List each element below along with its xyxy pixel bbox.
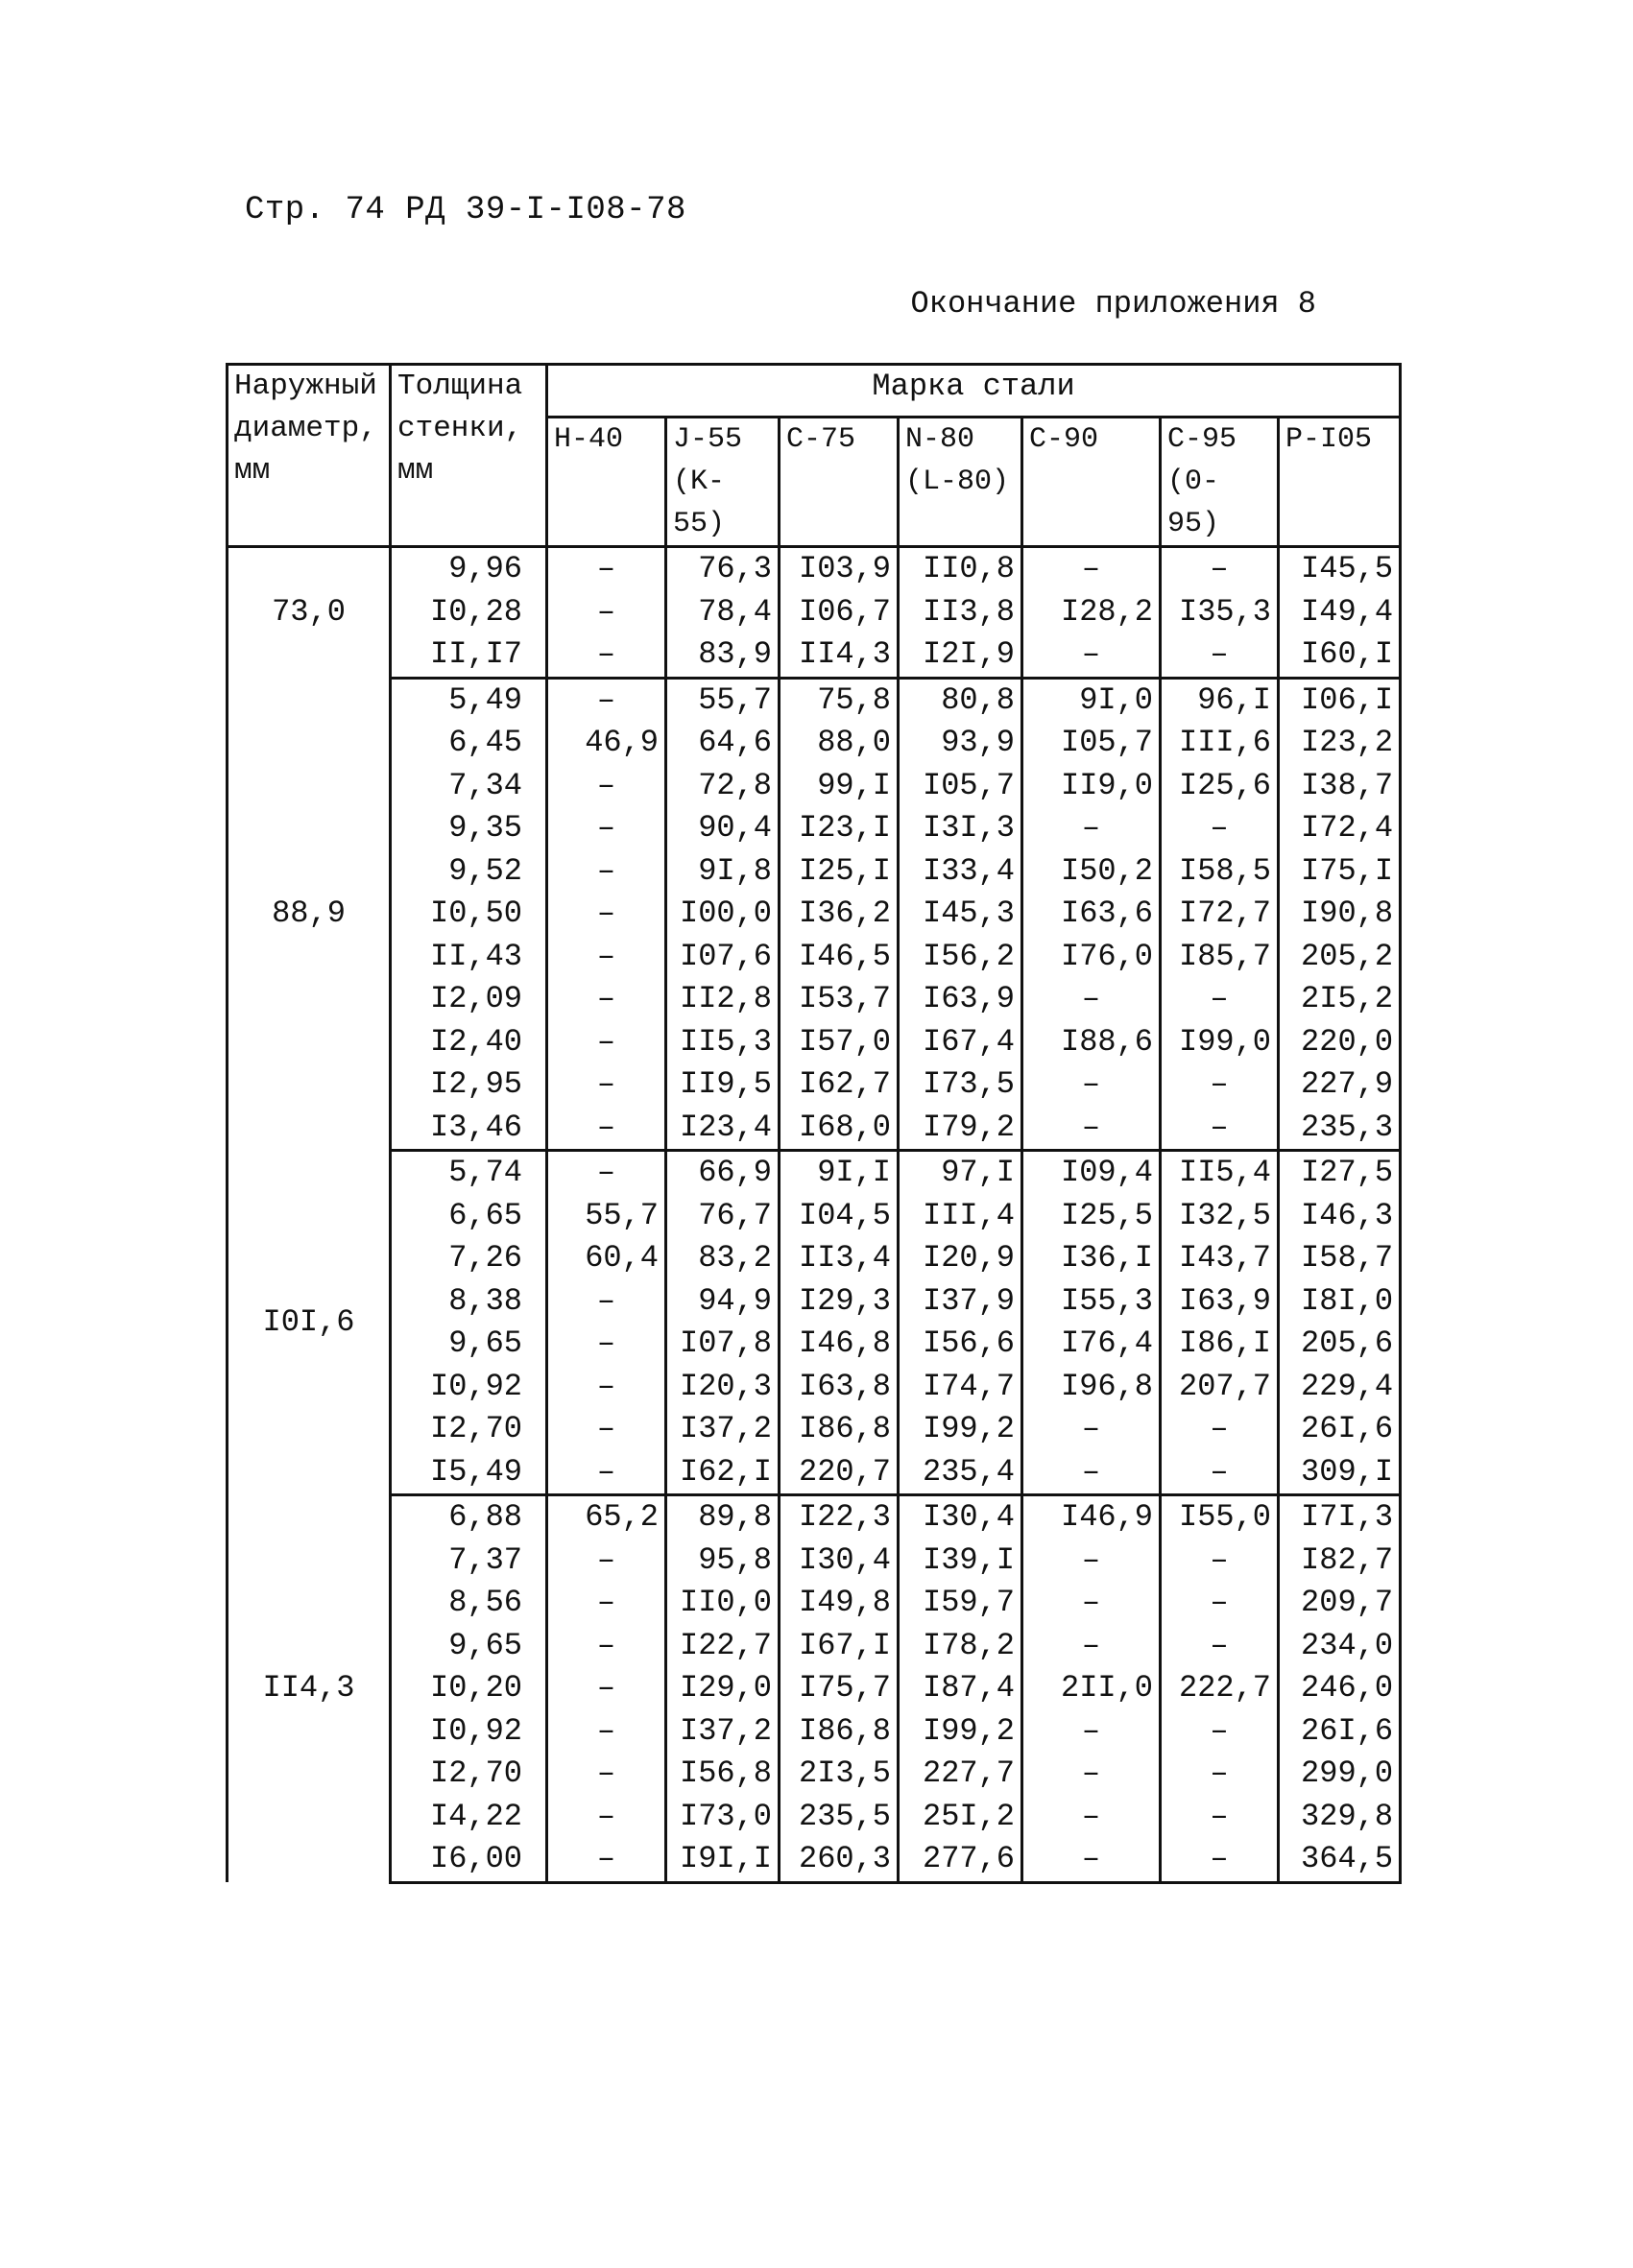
value-cell: I87,4 xyxy=(899,1667,1022,1710)
value-cell: – xyxy=(1022,1753,1161,1796)
value-cell: – xyxy=(1022,1710,1161,1754)
value-cell: – xyxy=(547,893,666,936)
value-cell: III,6 xyxy=(1161,722,1279,765)
value-cell: – xyxy=(547,1625,666,1668)
table-row xyxy=(228,1451,1401,1495)
value-cell: I45,5 xyxy=(1279,547,1401,591)
value-cell: – xyxy=(547,1796,666,1839)
value-cell: – xyxy=(1022,1582,1161,1625)
table-row xyxy=(228,807,1401,850)
header-grade: C-75 xyxy=(780,418,899,547)
value-cell: 309,I xyxy=(1279,1451,1401,1495)
value-cell: I63,9 xyxy=(1161,1280,1279,1324)
wall-thickness-cell: I0,28 xyxy=(391,591,547,634)
value-cell: I8I,0 xyxy=(1279,1280,1401,1324)
page-reference: Стр. 74 РД 39-I-I08-78 xyxy=(245,192,686,228)
value-cell: – xyxy=(1022,807,1161,850)
value-cell: I99,0 xyxy=(1161,1021,1279,1064)
value-cell: 65,2 xyxy=(547,1495,666,1540)
header-grade: H-40 xyxy=(547,418,666,547)
value-cell: 90,4 xyxy=(666,807,780,850)
value-cell: II0,8 xyxy=(899,547,1022,591)
value-cell: 299,0 xyxy=(1279,1753,1401,1796)
value-cell: I67,I xyxy=(780,1625,899,1668)
value-cell: 88,0 xyxy=(780,722,899,765)
wall-thickness-cell: I2,40 xyxy=(391,1021,547,1064)
value-cell: 234,0 xyxy=(1279,1625,1401,1668)
value-cell: I86,8 xyxy=(780,1710,899,1754)
table-row xyxy=(228,547,1401,591)
table-row xyxy=(228,1540,1401,1583)
value-cell: I72,7 xyxy=(1161,893,1279,936)
value-cell: I25,I xyxy=(780,850,899,894)
table-row xyxy=(228,1323,1401,1366)
value-cell: – xyxy=(547,1323,666,1366)
wall-thickness-cell: I6,00 xyxy=(391,1838,547,1882)
value-cell: I05,7 xyxy=(1022,722,1161,765)
value-cell: I63,9 xyxy=(899,978,1022,1021)
table-row xyxy=(228,936,1401,979)
value-cell: 227,9 xyxy=(1279,1063,1401,1107)
table-row xyxy=(228,1796,1401,1839)
value-cell: – xyxy=(1022,1107,1161,1151)
value-cell: 76,3 xyxy=(666,547,780,591)
table-row xyxy=(228,978,1401,1021)
value-cell: – xyxy=(547,1451,666,1495)
value-cell: I75,7 xyxy=(780,1667,899,1710)
value-cell: I73,0 xyxy=(666,1796,780,1839)
value-cell: I36,I xyxy=(1022,1237,1161,1280)
header-steel-grade: Марка стали xyxy=(547,365,1401,418)
wall-thickness-cell: 9,65 xyxy=(391,1625,547,1668)
value-cell: I22,3 xyxy=(780,1495,899,1540)
wall-thickness-cell: I0,92 xyxy=(391,1366,547,1409)
wall-thickness-cell: 6,45 xyxy=(391,722,547,765)
value-cell: I28,2 xyxy=(1022,591,1161,634)
value-cell: I09,4 xyxy=(1022,1151,1161,1195)
value-cell: II2,8 xyxy=(666,978,780,1021)
value-cell: – xyxy=(547,1667,666,1710)
value-cell: I29,3 xyxy=(780,1280,899,1324)
value-cell: 95,8 xyxy=(666,1540,780,1583)
value-cell: – xyxy=(547,1753,666,1796)
value-cell: – xyxy=(1161,978,1279,1021)
value-cell: 229,4 xyxy=(1279,1366,1401,1409)
value-cell: 9I,0 xyxy=(1022,678,1161,722)
value-cell: I38,7 xyxy=(1279,765,1401,808)
value-cell: – xyxy=(1161,1625,1279,1668)
value-cell: – xyxy=(1022,1063,1161,1107)
value-cell: I62,I xyxy=(666,1451,780,1495)
value-cell: I05,7 xyxy=(899,765,1022,808)
wall-thickness-cell: 5,74 xyxy=(391,1151,547,1195)
value-cell: II9,5 xyxy=(666,1063,780,1107)
value-cell: II0,0 xyxy=(666,1582,780,1625)
table-row xyxy=(228,1710,1401,1754)
table-row xyxy=(228,1495,1401,1540)
wall-thickness-cell: I3,46 xyxy=(391,1107,547,1151)
value-cell: I96,8 xyxy=(1022,1366,1161,1409)
value-cell: – xyxy=(1161,1582,1279,1625)
value-cell: 2I5,2 xyxy=(1279,978,1401,1021)
wall-thickness-cell: 7,34 xyxy=(391,765,547,808)
value-cell: 55,7 xyxy=(666,678,780,722)
value-cell: I59,7 xyxy=(899,1582,1022,1625)
value-cell: I99,2 xyxy=(899,1408,1022,1451)
value-cell: – xyxy=(547,765,666,808)
header-grade: J-55 (K-55) xyxy=(666,418,780,547)
value-cell: I86,I xyxy=(1161,1323,1279,1366)
value-cell: I56,8 xyxy=(666,1753,780,1796)
value-cell: – xyxy=(1022,978,1161,1021)
value-cell: I76,4 xyxy=(1022,1323,1161,1366)
value-cell: 26I,6 xyxy=(1279,1408,1401,1451)
value-cell: I06,7 xyxy=(780,591,899,634)
value-cell: 220,7 xyxy=(780,1451,899,1495)
value-cell: I3I,3 xyxy=(899,807,1022,850)
value-cell: 25I,2 xyxy=(899,1796,1022,1839)
value-cell: I73,5 xyxy=(899,1063,1022,1107)
value-cell: I56,2 xyxy=(899,936,1022,979)
value-cell: II5,4 xyxy=(1161,1151,1279,1195)
appendix-note: Окончание приложения 8 xyxy=(910,286,1316,322)
value-cell: I03,9 xyxy=(780,547,899,591)
value-cell: I90,8 xyxy=(1279,893,1401,936)
table-header xyxy=(228,365,1401,547)
value-cell: – xyxy=(1161,1451,1279,1495)
wall-thickness-cell: 8,38 xyxy=(391,1280,547,1324)
value-cell: 222,7 xyxy=(1161,1667,1279,1710)
value-cell: 78,4 xyxy=(666,591,780,634)
value-cell: – xyxy=(1022,1408,1161,1451)
value-cell: I20,9 xyxy=(899,1237,1022,1280)
wall-thickness-cell: 9,52 xyxy=(391,850,547,894)
wall-thickness-cell: 9,35 xyxy=(391,807,547,850)
value-cell: I76,0 xyxy=(1022,936,1161,979)
value-cell: I33,4 xyxy=(899,850,1022,894)
value-cell: I27,5 xyxy=(1279,1151,1401,1195)
value-cell: I7I,3 xyxy=(1279,1495,1401,1540)
value-cell: – xyxy=(547,978,666,1021)
header-grade: N-80 (L-80) xyxy=(899,418,1022,547)
value-cell: I63,6 xyxy=(1022,893,1161,936)
value-cell: I60,I xyxy=(1279,633,1401,678)
value-cell: I37,2 xyxy=(666,1710,780,1754)
value-cell: I53,7 xyxy=(780,978,899,1021)
value-cell: – xyxy=(1022,1838,1161,1882)
value-cell: – xyxy=(1161,1838,1279,1882)
value-cell: I99,2 xyxy=(899,1710,1022,1754)
value-cell: – xyxy=(1161,1408,1279,1451)
value-cell: 83,9 xyxy=(666,633,780,678)
value-cell: 55,7 xyxy=(547,1195,666,1238)
value-cell: 205,2 xyxy=(1279,936,1401,979)
value-cell: – xyxy=(547,1280,666,1324)
wall-thickness-cell: 9,96 xyxy=(391,547,547,591)
value-cell: I74,7 xyxy=(899,1366,1022,1409)
value-cell: – xyxy=(547,1408,666,1451)
value-cell: 26I,6 xyxy=(1279,1710,1401,1754)
table-row xyxy=(228,850,1401,894)
value-cell: I67,4 xyxy=(899,1021,1022,1064)
value-cell: 72,8 xyxy=(666,765,780,808)
header-grade: P-I05 xyxy=(1279,418,1401,547)
outer-diameter-cell: I0I,6 xyxy=(228,1151,391,1495)
value-cell: I58,5 xyxy=(1161,850,1279,894)
value-cell: 76,7 xyxy=(666,1195,780,1238)
value-cell: 94,9 xyxy=(666,1280,780,1324)
wall-thickness-cell: I2,95 xyxy=(391,1063,547,1107)
value-cell: 64,6 xyxy=(666,722,780,765)
value-cell: 235,4 xyxy=(899,1451,1022,1495)
table-row xyxy=(228,1107,1401,1151)
value-cell: I85,7 xyxy=(1161,936,1279,979)
value-cell: I56,6 xyxy=(899,1323,1022,1366)
value-cell: – xyxy=(1022,547,1161,591)
value-cell: – xyxy=(547,1107,666,1151)
value-cell: – xyxy=(1161,1710,1279,1754)
table-row xyxy=(228,893,1401,936)
steel-grade-table xyxy=(226,363,1402,1884)
value-cell: – xyxy=(547,547,666,591)
value-cell: II5,3 xyxy=(666,1021,780,1064)
value-cell: I32,5 xyxy=(1161,1195,1279,1238)
value-cell: I23,2 xyxy=(1279,722,1401,765)
value-cell: 277,6 xyxy=(899,1838,1022,1882)
value-cell: 235,5 xyxy=(780,1796,899,1839)
value-cell: – xyxy=(547,1366,666,1409)
value-cell: II3,8 xyxy=(899,591,1022,634)
value-cell: I46,8 xyxy=(780,1323,899,1366)
value-cell: I30,4 xyxy=(899,1495,1022,1540)
value-cell: 83,2 xyxy=(666,1237,780,1280)
value-cell: I25,6 xyxy=(1161,765,1279,808)
value-cell: 209,7 xyxy=(1279,1582,1401,1625)
wall-thickness-cell: I4,22 xyxy=(391,1796,547,1839)
value-cell: 97,I xyxy=(899,1151,1022,1195)
value-cell: I46,3 xyxy=(1279,1195,1401,1238)
value-cell: 46,9 xyxy=(547,722,666,765)
value-cell: – xyxy=(547,678,666,722)
value-cell: I49,8 xyxy=(780,1582,899,1625)
header-grade: C-90 xyxy=(1022,418,1161,547)
value-cell: I9I,I xyxy=(666,1838,780,1882)
value-cell: I82,7 xyxy=(1279,1540,1401,1583)
value-cell: 99,I xyxy=(780,765,899,808)
value-cell: I07,8 xyxy=(666,1323,780,1366)
wall-thickness-cell: II,43 xyxy=(391,936,547,979)
value-cell: 220,0 xyxy=(1279,1021,1401,1064)
value-cell: I39,I xyxy=(899,1540,1022,1583)
value-cell: 329,8 xyxy=(1279,1796,1401,1839)
value-cell: I49,4 xyxy=(1279,591,1401,634)
wall-thickness-cell: I2,09 xyxy=(391,978,547,1021)
value-cell: 80,8 xyxy=(899,678,1022,722)
value-cell: 89,8 xyxy=(666,1495,780,1540)
value-cell: I62,7 xyxy=(780,1063,899,1107)
value-cell: – xyxy=(1022,1451,1161,1495)
wall-thickness-cell: I5,49 xyxy=(391,1451,547,1495)
value-cell: I86,8 xyxy=(780,1408,899,1451)
value-cell: – xyxy=(547,633,666,678)
value-cell: I23,I xyxy=(780,807,899,850)
value-cell: – xyxy=(547,807,666,850)
value-cell: 9I,I xyxy=(780,1151,899,1195)
table-row xyxy=(228,765,1401,808)
value-cell: – xyxy=(1161,807,1279,850)
table-row xyxy=(228,1366,1401,1409)
value-cell: – xyxy=(547,1151,666,1195)
value-cell: I2I,9 xyxy=(899,633,1022,678)
value-cell: I20,3 xyxy=(666,1366,780,1409)
table-row xyxy=(228,1063,1401,1107)
value-cell: 9I,8 xyxy=(666,850,780,894)
value-cell: 60,4 xyxy=(547,1237,666,1280)
wall-thickness-cell: 9,65 xyxy=(391,1323,547,1366)
table-row xyxy=(228,633,1401,678)
value-cell: I88,6 xyxy=(1022,1021,1161,1064)
value-cell: – xyxy=(1161,1796,1279,1839)
value-cell: – xyxy=(1161,1540,1279,1583)
value-cell: I68,0 xyxy=(780,1107,899,1151)
value-cell: – xyxy=(1161,633,1279,678)
value-cell: I58,7 xyxy=(1279,1237,1401,1280)
table-row xyxy=(228,591,1401,634)
value-cell: I79,2 xyxy=(899,1107,1022,1151)
value-cell: I23,4 xyxy=(666,1107,780,1151)
value-cell: I57,0 xyxy=(780,1021,899,1064)
value-cell: I72,4 xyxy=(1279,807,1401,850)
wall-thickness-cell: II,I7 xyxy=(391,633,547,678)
table-row xyxy=(228,1667,1401,1710)
value-cell: – xyxy=(547,1710,666,1754)
wall-thickness-cell: 5,49 xyxy=(391,678,547,722)
value-cell: I55,3 xyxy=(1022,1280,1161,1324)
table-body xyxy=(228,547,1401,1883)
value-cell: – xyxy=(547,1540,666,1583)
wall-thickness-cell: 6,65 xyxy=(391,1195,547,1238)
wall-thickness-cell: 8,56 xyxy=(391,1582,547,1625)
value-cell: I78,2 xyxy=(899,1625,1022,1668)
value-cell: – xyxy=(547,1021,666,1064)
table-row xyxy=(228,1838,1401,1882)
value-cell: – xyxy=(547,591,666,634)
value-cell: – xyxy=(547,850,666,894)
value-cell: I37,2 xyxy=(666,1408,780,1451)
value-cell: 75,8 xyxy=(780,678,899,722)
value-cell: 227,7 xyxy=(899,1753,1022,1796)
value-cell: – xyxy=(547,1063,666,1107)
table-row xyxy=(228,1582,1401,1625)
value-cell: I43,7 xyxy=(1161,1237,1279,1280)
value-cell: I04,5 xyxy=(780,1195,899,1238)
value-cell: 364,5 xyxy=(1279,1838,1401,1882)
value-cell: 66,9 xyxy=(666,1151,780,1195)
value-cell: I00,0 xyxy=(666,893,780,936)
value-cell: I07,6 xyxy=(666,936,780,979)
outer-diameter-cell: 73,0 xyxy=(228,547,391,679)
table-row xyxy=(228,1151,1401,1195)
outer-diameter-cell: 88,9 xyxy=(228,678,391,1151)
table-row xyxy=(228,1280,1401,1324)
wall-thickness-cell: I2,70 xyxy=(391,1408,547,1451)
table-row xyxy=(228,722,1401,765)
value-cell: I22,7 xyxy=(666,1625,780,1668)
table-row xyxy=(228,1195,1401,1238)
table-row xyxy=(228,678,1401,722)
value-cell: I25,5 xyxy=(1022,1195,1161,1238)
value-cell: I63,8 xyxy=(780,1366,899,1409)
value-cell: – xyxy=(1022,633,1161,678)
header-wall-thickness: Толщина стенки, мм xyxy=(391,365,547,547)
wall-thickness-cell: 6,88 xyxy=(391,1495,547,1540)
table-row xyxy=(228,1625,1401,1668)
outer-diameter-cell: II4,3 xyxy=(228,1495,391,1883)
value-cell: 96,I xyxy=(1161,678,1279,722)
value-cell: – xyxy=(1022,1796,1161,1839)
value-cell: I29,0 xyxy=(666,1667,780,1710)
table-row xyxy=(228,1753,1401,1796)
value-cell: I46,5 xyxy=(780,936,899,979)
value-cell: II4,3 xyxy=(780,633,899,678)
value-cell: 246,0 xyxy=(1279,1667,1401,1710)
value-cell: I45,3 xyxy=(899,893,1022,936)
value-cell: II9,0 xyxy=(1022,765,1161,808)
value-cell: I46,9 xyxy=(1022,1495,1161,1540)
value-cell: 207,7 xyxy=(1161,1366,1279,1409)
value-cell: II3,4 xyxy=(780,1237,899,1280)
value-cell: – xyxy=(1022,1540,1161,1583)
value-cell: – xyxy=(1161,1063,1279,1107)
value-cell: I55,0 xyxy=(1161,1495,1279,1540)
value-cell: – xyxy=(1161,1107,1279,1151)
value-cell: – xyxy=(547,1838,666,1882)
value-cell: I30,4 xyxy=(780,1540,899,1583)
header-outer-diameter: Наружный диаметр, мм xyxy=(228,365,391,547)
wall-thickness-cell: 7,37 xyxy=(391,1540,547,1583)
value-cell: I37,9 xyxy=(899,1280,1022,1324)
value-cell: 2II,0 xyxy=(1022,1667,1161,1710)
value-cell: I75,I xyxy=(1279,850,1401,894)
wall-thickness-cell: I2,70 xyxy=(391,1753,547,1796)
table-row xyxy=(228,1408,1401,1451)
value-cell: 2I3,5 xyxy=(780,1753,899,1796)
value-cell: – xyxy=(547,936,666,979)
wall-thickness-cell: 7,26 xyxy=(391,1237,547,1280)
value-cell: I06,I xyxy=(1279,678,1401,722)
value-cell: 93,9 xyxy=(899,722,1022,765)
value-cell: I35,3 xyxy=(1161,591,1279,634)
table-row xyxy=(228,1021,1401,1064)
value-cell: 260,3 xyxy=(780,1838,899,1882)
wall-thickness-cell: I0,20 xyxy=(391,1667,547,1710)
wall-thickness-cell: I0,50 xyxy=(391,893,547,936)
value-cell: – xyxy=(1022,1625,1161,1668)
value-cell: 235,3 xyxy=(1279,1107,1401,1151)
header-grade: C-95 (0-95) xyxy=(1161,418,1279,547)
value-cell: 205,6 xyxy=(1279,1323,1401,1366)
value-cell: – xyxy=(1161,547,1279,591)
value-cell: – xyxy=(1161,1753,1279,1796)
value-cell: – xyxy=(547,1582,666,1625)
value-cell: I36,2 xyxy=(780,893,899,936)
table-row xyxy=(228,1237,1401,1280)
value-cell: I50,2 xyxy=(1022,850,1161,894)
value-cell: III,4 xyxy=(899,1195,1022,1238)
wall-thickness-cell: I0,92 xyxy=(391,1710,547,1754)
